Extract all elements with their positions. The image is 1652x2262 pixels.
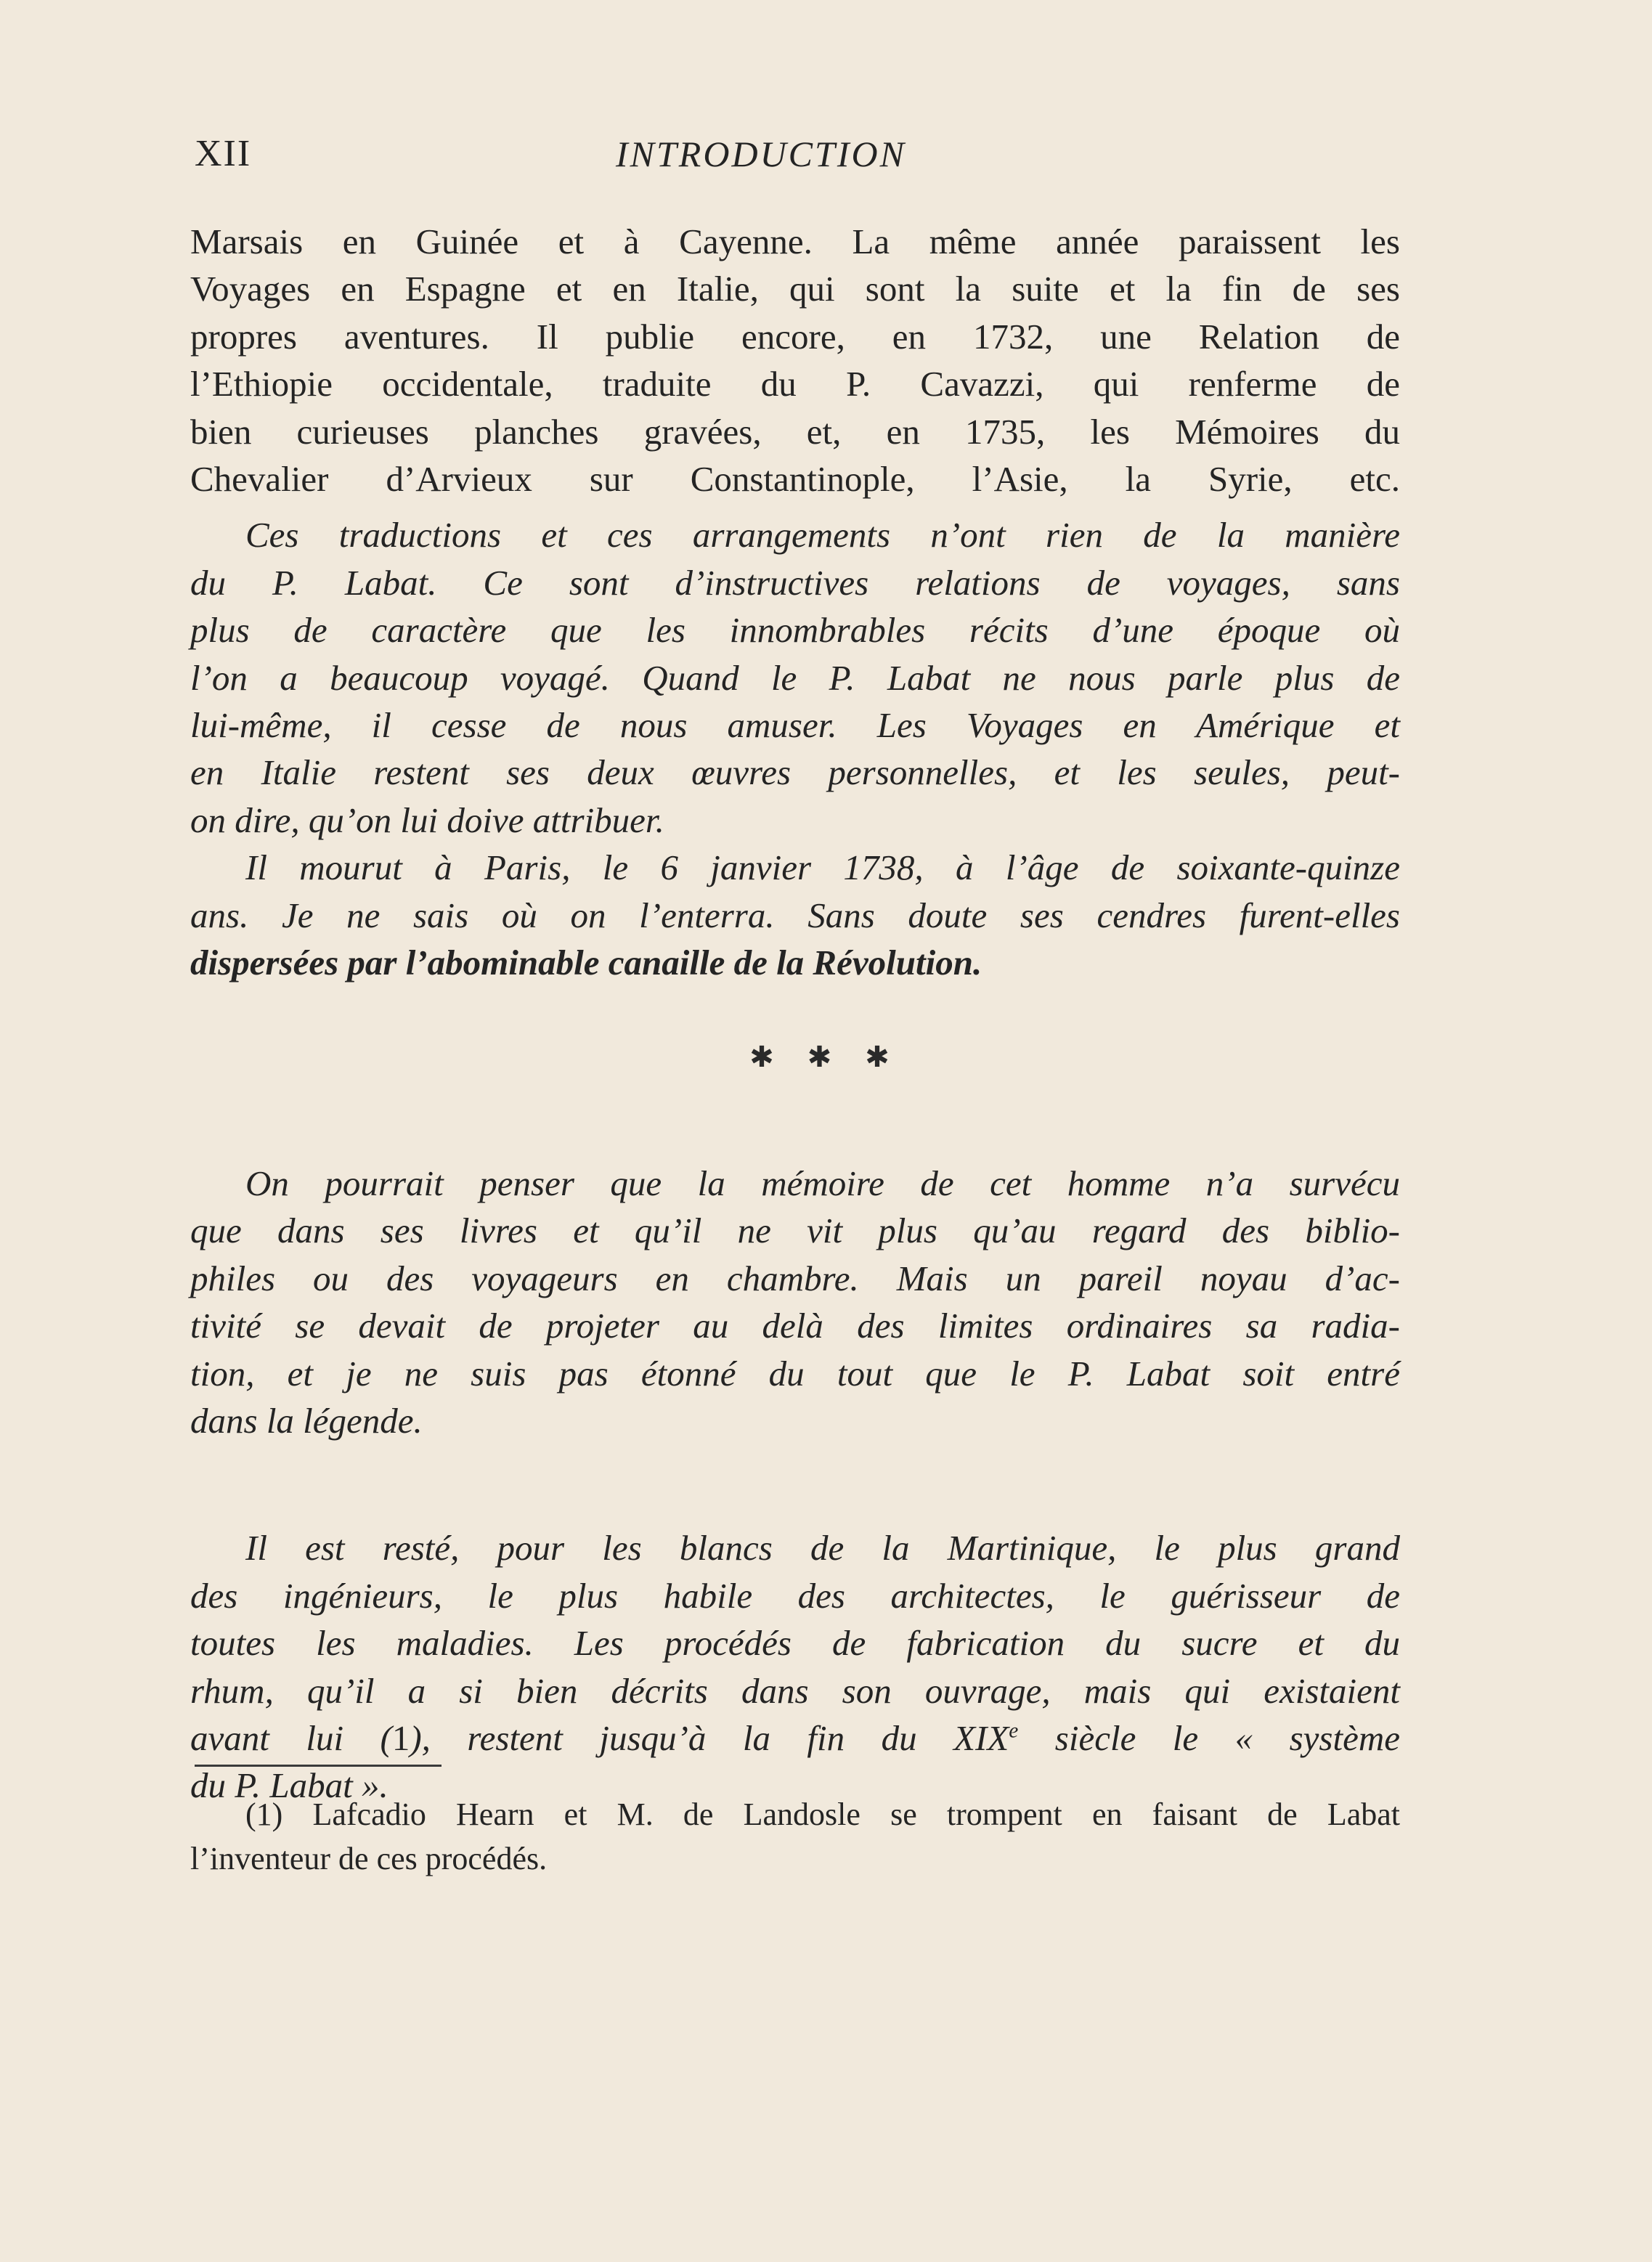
paragraph (190, 511, 1400, 844)
footnote-marker: 1 (256, 1797, 272, 1832)
text-line: toutes les maladies. Les procédés de fabrication du sucre et du (190, 1623, 1400, 1664)
text-line: philes ou des voyageurs en chambre. Mais un pareil noyau d’ac- (190, 1258, 1400, 1298)
paragraph (190, 1524, 1400, 1809)
text-line: on dire, qu’on lui doive attribuer. (190, 800, 664, 840)
text-fragment: ), restent jusqu’à la fin du XIX (410, 1718, 1009, 1759)
footnote (190, 1792, 1400, 1881)
running-head (195, 125, 1429, 190)
text-line: des ingénieurs, le plus habile des architectes, le guérisseur de (190, 1575, 1400, 1616)
body-text-section-2 (190, 1124, 1400, 1845)
text-line: que dans ses livres et qu’il ne vit plus qu’au regard des biblio- (190, 1211, 1400, 1251)
text-line: propres aventures. Il publie encore, en 1732, une Relation de (190, 316, 1400, 357)
text-line: Il est resté, pour les blancs de la Martinique, le plus grand (245, 1528, 1400, 1569)
footnote-line: (1) Lafcadio Hearn et M. de Landosle se trompent en faisant de Labat (245, 1797, 1400, 1832)
text-line: l’on a beaucoup voyagé. Quand le P. Labat ne nous parle plus de (190, 657, 1400, 698)
footnote-line: l’inventeur de ces procédés. (190, 1841, 548, 1876)
text-line: tion, et je ne suis pas étonné du tout que le P. Labat soit entré (190, 1353, 1400, 1394)
section-ornament: ✱ ✱ ✱ (749, 1041, 903, 1073)
superscript: e (1009, 1719, 1019, 1743)
text-line: l’Ethiopie occidentale, traduite du P. Cavazzi, qui renferme de (190, 364, 1400, 404)
text-fragment: avant lui ( (190, 1718, 392, 1759)
page-number: XII (195, 133, 252, 174)
text-line: bien curieuses planches gravées, et, en 1735, les Mémoires du (190, 411, 1400, 452)
paragraph (190, 844, 1400, 986)
text-line: dans la légende. (190, 1401, 423, 1441)
text-line: dispersées par l’abominable canaille de la Révolution. (190, 943, 982, 983)
text-line: Marsais en Guinée et à Cayenne. La même année paraissent les (190, 221, 1400, 261)
text-line: ans. Je ne sais où on l’enterra. Sans doute ses cendres furent-elles (190, 895, 1400, 935)
text-line: rhum, qu’il a si bien décrits dans son ouvrage, mais qui existaient (190, 1670, 1400, 1711)
running-title: INTRODUCTION (616, 134, 906, 174)
text-line: du P. Labat. Ce sont d’instructives relations de voyages, sans (190, 562, 1400, 603)
footnote-text: ) Lafcadio Hearn et M. de Landosle se trompent en faisant de Labat (272, 1797, 1400, 1832)
text-fragment: siècle le « système (1018, 1718, 1400, 1759)
text-line: plus de caractère que les innombrables récits d’une époque où (190, 610, 1400, 651)
text-line: du P. Labat ». (190, 1765, 388, 1806)
paragraph (190, 218, 1400, 503)
text-line: lui-même, il cesse de nous amuser. Les Voyages en Amérique et (190, 705, 1400, 746)
text-line: en Italie restent ses deux œuvres personnelles, et les seules, peut- (190, 752, 1400, 793)
text-line: tivité se devait de projeter au delà des limites ordinaires sa radia- (190, 1306, 1400, 1346)
body-text-section-1 (190, 218, 1400, 987)
paragraph (190, 1160, 1400, 1444)
text-line: Il mourut à Paris, le 6 janvier 1738, à l’âge de soixante-quinze (245, 847, 1400, 888)
text-line-with-footnote-ref (190, 1714, 1400, 1762)
text-line: Chevalier d’Arvieux sur Constantinople, l’Asie, la Syrie, etc. (190, 459, 1400, 500)
footnote-reference[interactable]: 1 (391, 1718, 410, 1759)
text-line: On pourrait penser que la mémoire de cet homme n’a survécu (245, 1163, 1400, 1203)
text-line: Voyages en Espagne et en Italie, qui sont la suite et la fin de ses (190, 269, 1400, 309)
text-line: Ces traductions et ces arrangements n’ont rien de la manière (245, 515, 1400, 556)
footnote-divider (195, 1765, 442, 1767)
